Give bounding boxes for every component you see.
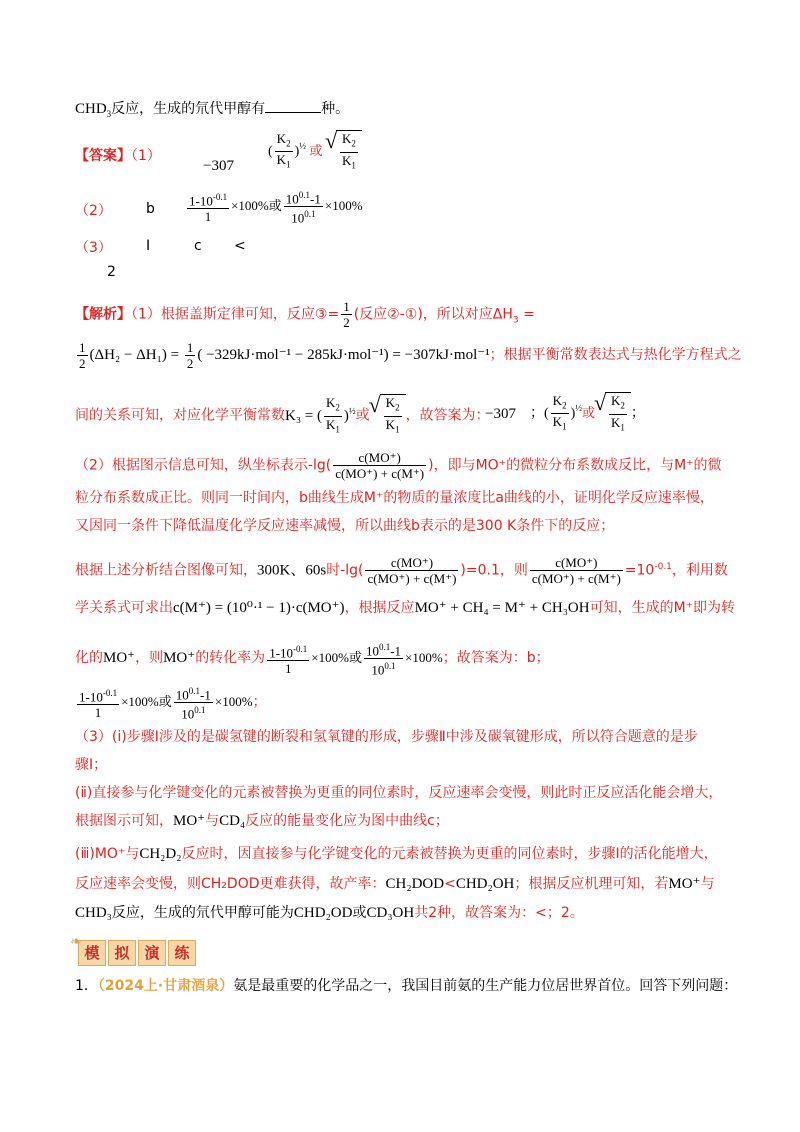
answer-3-lt: < <box>234 238 246 254</box>
answer-1-k-expr: ( $\frac{K_2}{K_1}$ )$^{\frac{1}{2}}$ 或 √ $\frac{K_2}{K_1}$ <box>268 130 362 173</box>
analysis-line-12: 骤Ⅰ； <box>75 757 108 773</box>
analysis-line-14: 根据图示可知，MO⁺与CD₄反应的能量变化应为图中曲线c； <box>75 813 449 829</box>
analysis-line-6: 又因同一条件下降低温度化学反应速率减慢，所以曲线b表示的是300 K条件下的反应； <box>75 518 615 534</box>
chd3-formula: $CHD_3$ <box>75 101 112 119</box>
analysis-line-9: 化的MO⁺，则MO⁺的转化率为 $\frac{1-10^{-0.1}}{1}$ ×100%或 $\frac{10^{0.1}-1}{10^{0.1}}$ ×100%；故答案为：b； <box>75 642 550 678</box>
analysis-line-16: 反应速率会变慢，则CH₂DOD更难获得，故产率：CH₂DOD<CHD₂OH；根据反应机理可知，若MO⁺与 <box>75 876 715 892</box>
analysis-line-7: 根据上述分析结合图像可知，300K、60s时-lg( $\frac{c(MO^+)}{c(MO^+) + c(M^+)}$ )=0.1，则 $\frac{c(MO^+)}{c(MO^+) + c(M^+)}$ $=10^{-0.1}$，利用数 <box>75 555 728 586</box>
answer-1-value: −307 <box>203 158 234 174</box>
answer-2-b: b <box>146 201 155 217</box>
analysis-line-4: （2）根据图示信息可知，纵坐标表示-lg( $\frac{c(MO^+)}{c(MO^+) + c(M^+)}$ )，即与MO⁺的微粒分布系数成反比，与M⁺的微 <box>75 450 722 481</box>
question-1 <box>75 976 740 996</box>
section-title-char: 演 <box>138 940 166 966</box>
answer-2-expr: $\frac{1-10^{-0.1}}{1}$ ×100%或 $\frac{10^{0.1}-1}{10^{0.1}}$ ×100% <box>189 190 363 226</box>
analysis-line-11: （3）(ⅰ)步骤Ⅰ涉及的是碳氢键的断裂和氢氧键的形成，步骤Ⅱ中涉及碳氧键形成，所以符合题意的是步 <box>75 729 698 745</box>
section-title-char: 拟 <box>108 940 136 966</box>
analysis-line-8: 学关系式可求出c(M⁺) = (10⁰·¹ − 1)·c(MO⁺)，根据反应MO⁺ + CH₄ = M⁺ + CH₃OH可知，生成的M⁺即为转 <box>75 600 736 616</box>
answer-3-two: 2 <box>107 264 116 280</box>
question-tail-line: $CHD_3$反应，生成的氘代甲醇有 种。 <box>75 98 740 124</box>
answer-line-1: 【答案】（1） <box>75 148 161 164</box>
analysis-line-5: 粒分布系数成正比。则同一时间内，b曲线生成M⁺的物质的量浓度比a曲线的小，证明化学反应速率慢， <box>75 490 714 506</box>
analysis-line-10: $\frac{1-10^{-0.1}}{1}$ ×100%或 $\frac{10^{0.1}-1}{10^{0.1}}$ ×100%； <box>79 686 267 722</box>
question-source: （2024上·甘肃酒泉） <box>97 978 234 994</box>
analysis-label: 【解析】 <box>75 306 131 323</box>
section-title-char: 练 <box>168 940 196 966</box>
analysis-line-2: $\frac{1}{2}$ (ΔH₂ − ΔH₁) = $\frac{1}{2}$ ( −329kJ·mol⁻¹ − 285kJ·mol⁻¹) = −307kJ·mol⁻¹；根据平衡常数表达式与热化学方程式之 <box>79 340 742 371</box>
answer-label: 【答案】 <box>75 148 131 164</box>
answer-line-2: （2） <box>75 203 112 219</box>
analysis-line-15: (ⅲ)MO⁺与CH₂D₂反应时，因直接参与化学键变化的元素被替换为更重的同位素时，步骤Ⅰ的活化能增大， <box>75 846 718 862</box>
answer-line-3: （3） <box>75 240 112 256</box>
analysis-line-17: CHD₃反应，生成的氘代甲醇可能为CHD₂OD或CD₃OH共2种，故答案为：<；2。 <box>75 905 584 921</box>
answer-blank[interactable] <box>265 98 321 113</box>
analysis-3-k-expr: ；( $\frac{K_2}{K_1}$ )$^{\frac{1}{2}}$或 √ $\frac{K_2}{K_1}$ ； <box>530 392 645 435</box>
question-text: 氨是最重要的化学品之一，我国目前氨的生产能力位居世界首位。回答下列问题： <box>233 978 738 994</box>
analysis-line-3: 间的关系可知，对应化学平衡常数K₃ = ( $\frac{K_2}{K_1}$ )$^{\frac{1}{2}}$或 √ $\frac{K_2}{K_1}$ ，故答案为： <box>75 394 740 437</box>
answer-3-i: Ⅰ <box>146 238 151 254</box>
section-title-char: 模 <box>78 940 106 966</box>
analysis-line-13: (ⅱ)直接参与化学键变化的元素被替换为更重的同位素时，反应速率会变慢，则此时正反应活化能会增大， <box>75 785 723 801</box>
answer-3-c: c <box>194 238 202 254</box>
section-title-badge <box>70 934 198 966</box>
analysis-3-value: −307 <box>485 406 516 422</box>
decor-swoosh-icon: ❧ <box>70 934 82 950</box>
question-number: 1． <box>75 978 98 994</box>
analysis-line-1: 【解析】（1）根据盖斯定律可知，反应③= $\frac{1}{2}$ (反应②-①)，所以对应$\Delta H_3$ = <box>75 299 535 330</box>
